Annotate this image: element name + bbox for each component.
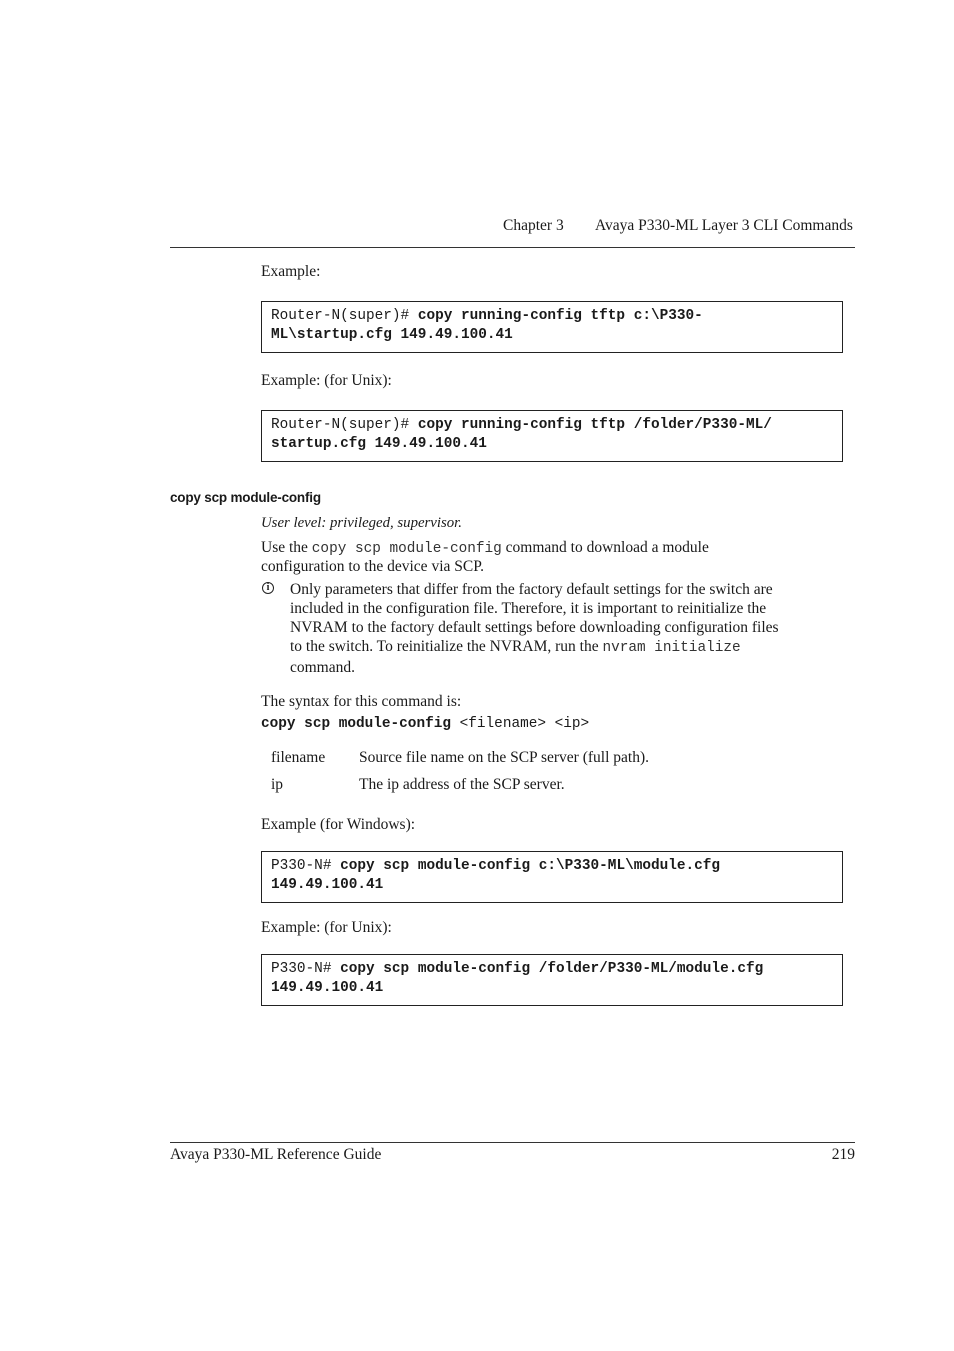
note-line: NVRAM to the factory default settings before downloading configuration files (290, 619, 779, 636)
info-icon: i (262, 582, 274, 594)
code-command: copy running-config tftp c:\P330- (417, 308, 703, 324)
intro-line2: configuration to the device via SCP. (261, 558, 484, 575)
code-command-continued: startup.cfg 149.49.100.41 (271, 436, 487, 452)
code-prompt: P330-N# (271, 961, 341, 977)
chapter-label: Chapter 3 (503, 217, 564, 234)
param-desc: Source file name on the SCP server (full path). (359, 749, 649, 766)
note-line (290, 637, 779, 658)
code-example (261, 410, 843, 462)
example-label: Example: (for Unix): (261, 372, 392, 389)
syntax-command: copy scp module-config (261, 716, 451, 732)
page-number: 219 (831, 1146, 855, 1163)
code-prompt: P330-N# (271, 858, 341, 874)
example-label: Example (for Windows): (261, 816, 416, 833)
intro-text-end: command to download a module (501, 539, 709, 556)
syntax-line (261, 716, 589, 732)
section-heading: copy scp module-config (170, 490, 321, 505)
footer-guide-title: Avaya P330-ML Reference Guide (170, 1146, 382, 1163)
code-command-continued: ML\startup.cfg 149.49.100.41 (271, 327, 513, 343)
intro-code: copy scp module-config (311, 541, 502, 557)
param-name: ip (271, 776, 284, 793)
note-text: to the switch. To reinitialize the NVRAM, run the (290, 638, 603, 655)
note-line: included in the configuration file. Therefore, it is important to reinitialize the (290, 600, 767, 617)
intro-text: Use the (261, 539, 312, 556)
code-example (261, 954, 843, 1006)
user-level: User level: privileged, supervisor. (261, 515, 462, 531)
note-block (290, 580, 779, 677)
param-name: filename (271, 749, 326, 766)
chapter-title: Avaya P330-ML Layer 3 CLI Commands (595, 217, 853, 234)
code-prompt: Router-N(super)# (271, 417, 418, 433)
code-command: copy scp module-config c:\P330-ML\module.cfg (340, 858, 721, 874)
note-line: Only parameters that differ from the factory default settings for the switch are (290, 581, 773, 598)
example-label: Example: (261, 263, 321, 280)
footer-rule (170, 1142, 855, 1143)
syntax-intro: The syntax for this command is: (261, 693, 462, 710)
intro-paragraph (261, 538, 709, 559)
param-desc: The ip address of the SCP server. (359, 776, 565, 793)
code-command-continued: 149.49.100.41 (271, 980, 384, 996)
code-example (261, 851, 843, 903)
example-label: Example: (for Unix): (261, 919, 392, 936)
code-command: copy running-config tftp /folder/P330-ML/ (417, 417, 772, 433)
code-example (261, 301, 843, 353)
header-rule (170, 247, 855, 248)
syntax-args: <filename> <ip> (451, 716, 590, 732)
code-command: copy scp module-config /folder/P330-ML/module.cfg (340, 961, 764, 977)
note-line: command. (290, 659, 355, 676)
code-prompt: Router-N(super)# (271, 308, 418, 324)
code-command-continued: 149.49.100.41 (271, 877, 384, 893)
note-code: nvram initialize (602, 640, 741, 656)
